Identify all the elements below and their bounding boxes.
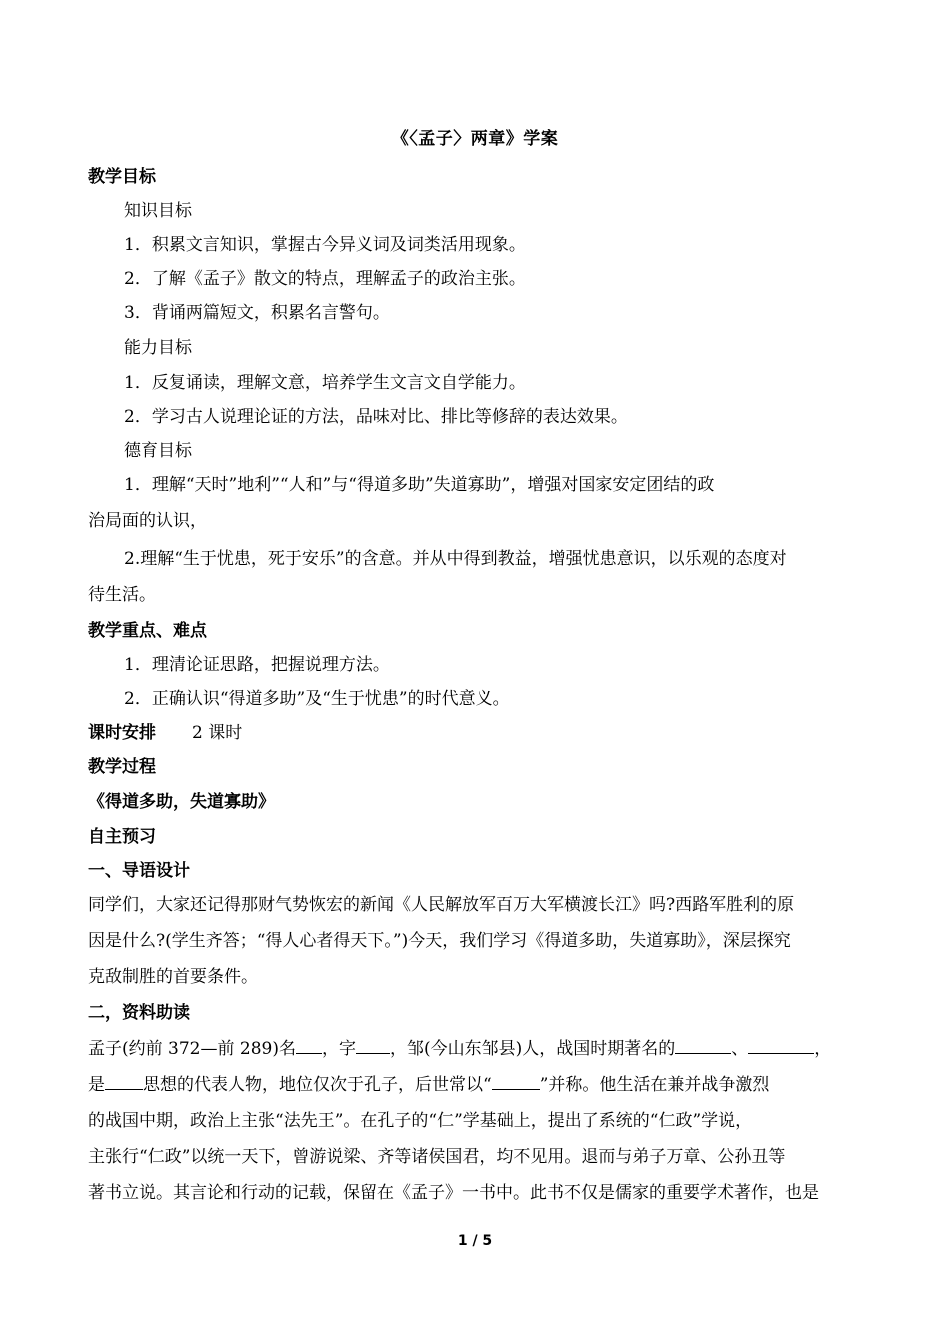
ability-item: 1．反复诵读，理解文意，培养学生文言文自学能力。 <box>124 373 526 393</box>
schedule-line <box>88 718 242 743</box>
material-text: ，邹(今山东邹县)人，战国时期著名的 <box>389 1039 676 1059</box>
subheading-ability: 能力目标 <box>124 338 192 358</box>
moral-item-2-line-1: 2.理解“生于忧患，死于安乐”的含意。并从中得到教益，增强忧患意识，以乐观的态度对 <box>124 549 787 569</box>
ability-item: 2．学习古人说理论证的方法，品味对比、排比等修辞的表达效果。 <box>124 407 628 427</box>
material-line-1 <box>88 1034 831 1059</box>
intro-line: 克敌制胜的首要条件。 <box>88 967 258 987</box>
fill-blank-joint-name[interactable] <box>492 1073 540 1090</box>
knowledge-item: 2．了解《孟子》散文的特点，理解孟子的政治主张。 <box>124 269 526 289</box>
heading-preview: 自主预习 <box>88 827 156 847</box>
material-line-5: 著书立说。其言论和行动的记载，保留在《孟子》一书中。此书不仅是儒家的重要学术著作，也是 <box>88 1183 819 1203</box>
material-line-3: 的战国中期，政治上主张“法先王”。在孔子的“仁”学基础上，提出了系统的“仁政”学说， <box>88 1111 753 1131</box>
fill-blank-identity-1[interactable] <box>675 1037 731 1054</box>
material-text: 、 <box>731 1039 749 1059</box>
key-item: 1．理清论证思路，把握说理方法。 <box>124 655 390 675</box>
heading-material: 二，资料助读 <box>88 1003 190 1023</box>
heading-key-points: 教学重点、难点 <box>88 621 207 641</box>
subheading-moral: 德育目标 <box>124 441 192 461</box>
material-text: ，字 <box>321 1039 356 1059</box>
intro-line: 因是什么?(学生齐答；“得人心者得天下。”)今天，我们学习《得道多助，失道寡助》，深层探究 <box>88 931 791 951</box>
material-text: ”并称。他生活在兼并战争激烈 <box>539 1075 770 1095</box>
schedule-value: 2 课时 <box>192 723 243 743</box>
material-text: 孟子(约前 372—前 289)名 <box>88 1039 296 1059</box>
heading-process: 教学过程 <box>88 757 156 777</box>
document-title: 《〈孟子〉两章》学案 <box>391 129 559 149</box>
fill-blank-school[interactable] <box>105 1073 143 1090</box>
intro-line: 同学们，大家还记得那财气势恢宏的新闻《人民解放军百万大军横渡长江》吗?西路军胜利的原 <box>88 895 795 915</box>
fill-blank-identity-2[interactable] <box>748 1037 814 1054</box>
key-item: 2．正确认识“得道多助”及“生于忧患”的时代意义。 <box>124 689 510 709</box>
material-text: 是 <box>88 1075 105 1095</box>
knowledge-item: 3．背诵两篇短文，积累名言警句。 <box>124 303 390 323</box>
moral-item-1-line-1: 1．理解“天时”地利”“人和”与“得道多助”失道寡助”，增强对国家安定团结的政 <box>124 475 715 495</box>
material-text: 思想的代表人物，地位仅次于孔子，后世常以“ <box>143 1075 492 1095</box>
heading-teaching-goals: 教学目标 <box>88 167 156 187</box>
fill-blank-name[interactable] <box>296 1037 322 1054</box>
fill-blank-style-name[interactable] <box>356 1037 390 1054</box>
subheading-knowledge: 知识目标 <box>124 201 192 221</box>
knowledge-item: 1．积累文言知识，掌握古今异义词及词类活用现象。 <box>124 235 526 255</box>
lesson-title: 《得道多助，失道寡助》 <box>88 792 275 812</box>
moral-item-2-line-2: 待生活。 <box>88 585 156 605</box>
material-line-2 <box>88 1070 769 1095</box>
moral-item-1-line-2: 治局面的认识， <box>88 511 207 531</box>
page-number: 1 / 5 <box>457 1233 493 1249</box>
schedule-label: 课时安排 <box>88 723 156 743</box>
heading-intro: 一、导语设计 <box>88 861 190 881</box>
material-line-4: 主张行“仁政”以统一天下，曾游说梁、齐等诸侯国君，均不见用。退而与弟子万章、公孙丑等 <box>88 1147 786 1167</box>
material-text: ， <box>814 1039 832 1059</box>
